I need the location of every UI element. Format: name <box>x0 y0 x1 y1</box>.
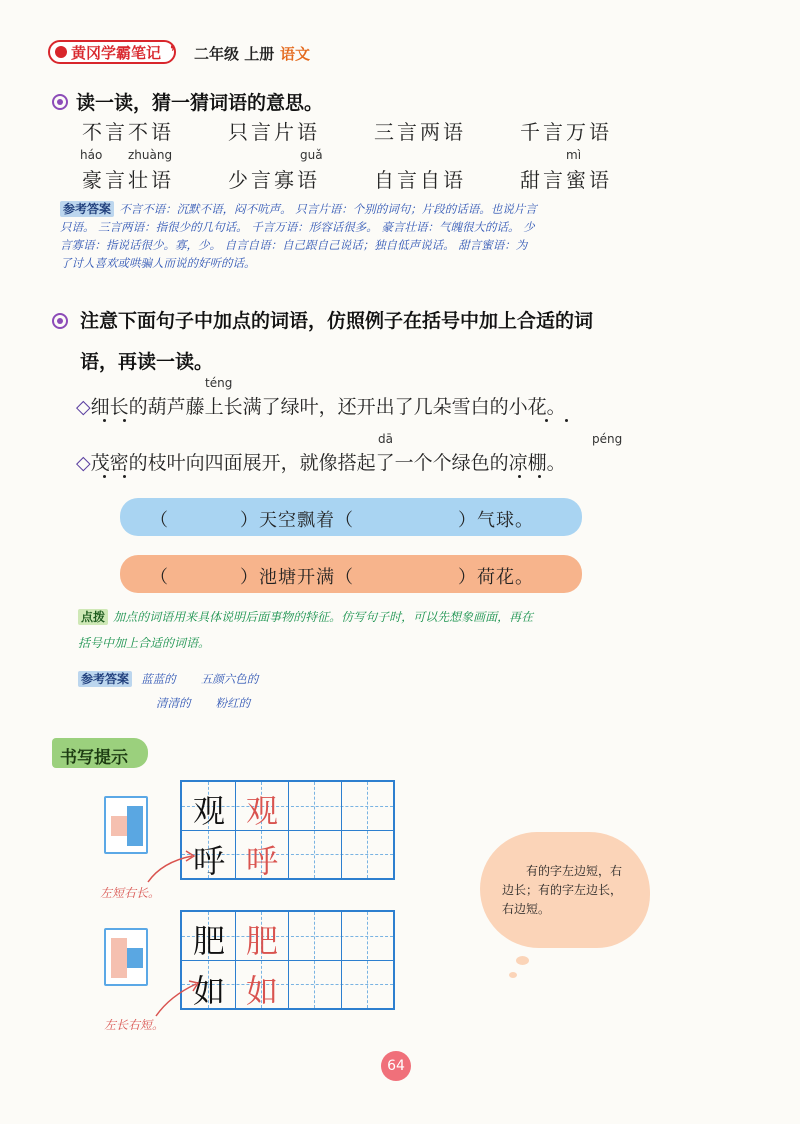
pinyin-mi: mì <box>566 148 582 162</box>
writing-grid-1 <box>180 780 395 880</box>
section2-title-line1: 注意下面句子中加点的词语，仿照例子在括号中加上合适的词 <box>80 310 594 332</box>
answer-word: 清清的 <box>156 696 191 710</box>
blank-open: （ <box>150 510 169 531</box>
pinyin-peng: péng <box>592 432 623 446</box>
arrow-icon <box>148 972 218 1022</box>
word-item: 豪言壮语 <box>82 168 174 192</box>
diamond-icon: ◇ <box>76 396 91 418</box>
note-left-short: 左短右长。 <box>100 886 161 900</box>
word-item: 不言不语 <box>82 120 174 144</box>
page-number: 64 <box>387 1058 405 1074</box>
writing-tips-title: 书写提示 <box>60 748 128 768</box>
note-left-long: 左长右短。 <box>104 1018 165 1032</box>
thought-bubble <box>480 832 650 948</box>
answer-word: 蓝蓝的 <box>141 672 176 686</box>
blank-end: ）荷花。 <box>458 567 534 588</box>
model-char: 观 <box>192 792 225 830</box>
emphasis-dot <box>565 419 568 422</box>
pinyin-zhuang: zhuàng <box>128 148 173 162</box>
model-char: 如 <box>192 972 225 1010</box>
word-item: 自言自语 <box>374 168 466 192</box>
emphasis-dot <box>103 475 106 478</box>
pinyin-gua: guǎ <box>300 148 323 162</box>
emphasis-dot <box>103 419 106 422</box>
brand-logo-icon <box>55 46 67 58</box>
section2-answer <box>78 668 258 688</box>
writing-tips-banner <box>52 738 148 768</box>
tip-text: 括号中加上合适的词语。 <box>78 636 211 650</box>
pinyin-da: dā <box>378 432 393 446</box>
emphasis-dot <box>123 419 126 422</box>
example-sentence-2 <box>76 448 566 475</box>
answer-text: 不言不语：沉默不语，闷不吭声。 只言片语：个别的词句；片段的话语。也说片言 <box>119 202 537 216</box>
left-part-block <box>111 816 127 836</box>
trace-char: 如 <box>245 972 278 1010</box>
section1-answer <box>60 198 720 272</box>
bubble-tail-dot <box>509 972 517 978</box>
structure-diagram-left-long <box>104 928 148 986</box>
section-bullet-icon <box>52 94 68 110</box>
blank-open: （ <box>150 567 169 588</box>
example-text: 茂密的枝叶向四面展开，就像搭起了一个个绿色的凉棚。 <box>90 452 566 474</box>
answer-text: 言寡语：指说话很少。寡，少。 自言自语：自己跟自己说话；独自低声说话。 甜言蜜语：为 <box>60 238 528 252</box>
pinyin-hao: háo <box>80 148 103 162</box>
brand-tail-icon: ❜ <box>170 42 176 61</box>
word-item: 千言万语 <box>520 120 612 144</box>
left-part-block <box>111 938 127 978</box>
grade-label: 二年级 上册 <box>194 45 275 63</box>
word-item: 少言寡语 <box>228 168 320 192</box>
brand-title: 黄冈学霸笔记 <box>71 43 162 62</box>
section2-title-line2: 语，再读一读。 <box>80 351 214 373</box>
subject-label: 语文 <box>280 45 311 63</box>
bubble-tail-dot <box>516 956 529 965</box>
trace-char: 呼 <box>245 842 278 880</box>
example-sentence-1 <box>76 392 566 419</box>
emphasis-dot <box>518 475 521 478</box>
fill-blank-band-2 <box>120 555 582 593</box>
model-char: 呼 <box>192 842 225 880</box>
word-item: 只言片语 <box>228 120 320 144</box>
blank-end: ）气球。 <box>458 510 534 531</box>
word-item: 三言两语 <box>374 120 466 144</box>
trace-char: 肥 <box>245 922 278 960</box>
example-text: 细长的葫芦藤上长满了绿叶，还开出了几朵雪白的小花。 <box>90 396 566 418</box>
section1-title: 读一读，猜一猜词语的意思。 <box>76 92 324 114</box>
tip-label: 点拨 <box>78 609 108 625</box>
emphasis-dot <box>123 475 126 478</box>
page-number-badge <box>381 1051 411 1081</box>
section2-answer-line2 <box>156 692 250 712</box>
fill-blank-band-1 <box>120 498 582 536</box>
diamond-icon: ◇ <box>76 452 91 474</box>
arrow-icon <box>140 840 210 890</box>
emphasis-dot <box>538 475 541 478</box>
answer-text: 只语。 三言两语：指很少的几句话。 千言万语：形容话很多。 豪言壮语：气魄很大的话。 少 <box>60 220 535 234</box>
answer-word: 粉红的 <box>215 696 251 710</box>
tip-text: 加点的词语用来具体说明后面事物的特征。仿写句子时，可以先想象画面，再在 <box>113 610 534 624</box>
right-part-block <box>127 948 143 968</box>
answer-label: 参考答案 <box>78 671 132 687</box>
pinyin-teng: téng <box>205 376 233 390</box>
blank-middle: ）池塘开满（ <box>240 567 354 588</box>
answer-text: 了讨人喜欢或哄骗人而说的好听的话。 <box>60 256 256 270</box>
section-bullet-icon <box>52 313 68 329</box>
word-item: 甜言蜜语 <box>520 168 612 192</box>
blank-middle: ）天空飘着（ <box>240 510 354 531</box>
answer-label: 参考答案 <box>60 201 114 217</box>
model-char: 肥 <box>192 922 225 960</box>
emphasis-dot <box>545 419 548 422</box>
bubble-text: 有的字左边短，右边长；有的字左边长，右边短。 <box>502 864 623 916</box>
trace-char: 观 <box>245 792 278 830</box>
tip-block <box>78 606 738 625</box>
brand-badge <box>48 40 176 64</box>
answer-word: 五颜六色的 <box>200 672 259 686</box>
